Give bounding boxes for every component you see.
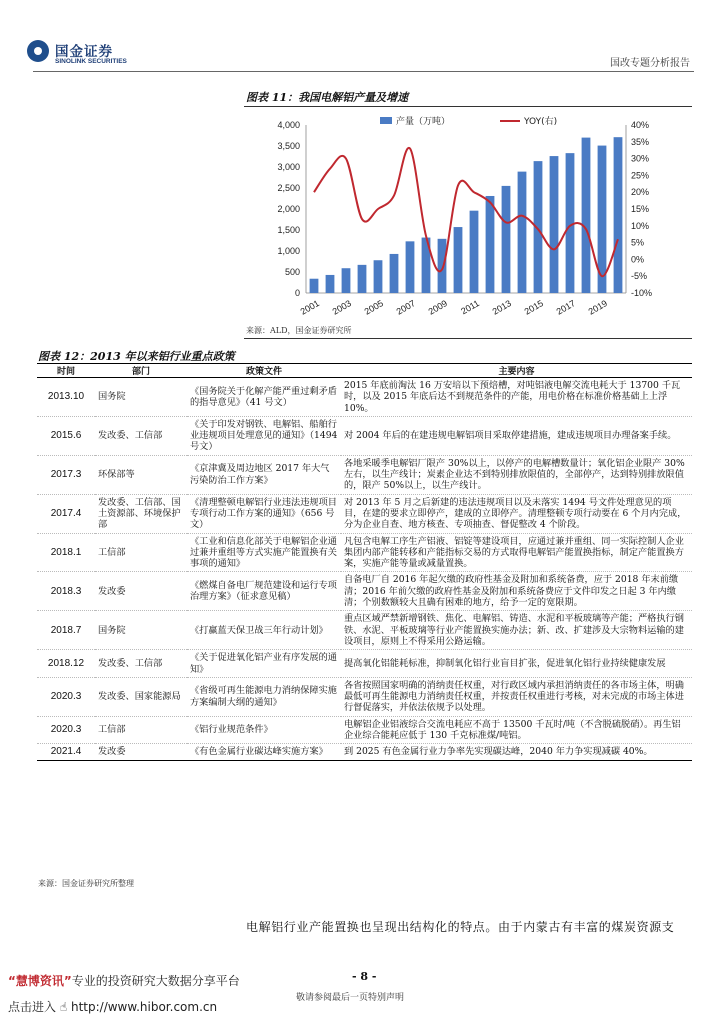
table-row bbox=[37, 455, 692, 494]
bar-production bbox=[390, 254, 399, 293]
header-divider bbox=[33, 71, 694, 72]
cell-content: 到 2025 有色金属行业力争率先实现碳达峰，2040 年力争实现减碳 40%。 bbox=[341, 744, 692, 760]
cell-dept: 国务院 bbox=[95, 611, 187, 650]
table-row bbox=[37, 650, 692, 678]
cell-content: 各地采暖季电解铝厂限产 30%以上，以停产的电解槽数量计；氧化铝企业限产 30%左右，以生产线计；炭素企业达不到特别排放限值的，全部停产，达到特别排放限值的，限产 50%以上，以生产线计。 bbox=[341, 455, 692, 494]
figure-11-source: 来源：ALD，国金证券研究所 bbox=[246, 326, 352, 335]
x-tick-label: 2019 bbox=[586, 298, 609, 317]
table-row bbox=[37, 494, 692, 533]
cell-dept: 工信部 bbox=[95, 533, 187, 572]
cell-content: 对 2004 年后的在建违规电解铝项目采取停建措施，建成违规项目办理备案手续。 bbox=[341, 416, 692, 455]
cell-doc: 《燃煤自备电厂规范建设和运行专项治理方案》（征求意见稿） bbox=[187, 572, 341, 611]
y-right-tick-label: 15% bbox=[631, 204, 650, 214]
x-tick-label: 2017 bbox=[554, 298, 577, 317]
cursor-icon: ☝ bbox=[59, 1000, 68, 1014]
figure-12-title: 图表 12：2013 年以来铝行业重点政策 bbox=[38, 350, 235, 363]
figure-11-title: 图表 11：我国电解铝产量及增速 bbox=[246, 91, 409, 104]
cell-time: 2017.3 bbox=[37, 455, 95, 494]
y-left-tick-label: 3,000 bbox=[277, 162, 300, 172]
cell-doc: 《清理整顿电解铝行业违法违规项目专项行动工作方案的通知》（656 号文） bbox=[187, 494, 341, 533]
y-left-tick-label: 500 bbox=[284, 267, 300, 277]
cell-doc: 《京津冀及周边地区 2017 年大气污染防治工作方案》 bbox=[187, 455, 341, 494]
footer-slogan bbox=[8, 972, 240, 989]
table-row bbox=[37, 533, 692, 572]
cell-time: 2021.4 bbox=[37, 744, 95, 760]
cell-dept: 发改委、国家能源局 bbox=[95, 677, 187, 716]
bar-production bbox=[582, 138, 591, 293]
y-left-tick-label: 0 bbox=[294, 288, 300, 298]
cell-dept: 发改委、工信部 bbox=[95, 650, 187, 678]
header-doc: 政策文件 bbox=[187, 364, 341, 378]
x-tick-label: 2007 bbox=[394, 298, 417, 317]
bar-production bbox=[502, 186, 511, 293]
cell-content: 电解铝企业铝液综合交流电耗应不高于 13500 千瓦时/吨（不含脱硫脱硝）。再生铝企业综合能耗应低于 130 千克标准煤/吨铝。 bbox=[341, 716, 692, 744]
cell-dept: 工信部 bbox=[95, 716, 187, 744]
cell-time: 2018.12 bbox=[37, 650, 95, 678]
figure-11-bottom-rule bbox=[244, 338, 692, 339]
y-right-tick-label: -10% bbox=[631, 288, 653, 298]
cell-time: 2018.3 bbox=[37, 572, 95, 611]
x-tick-label: 2001 bbox=[298, 298, 321, 317]
bar-production bbox=[438, 239, 447, 293]
x-tick-label: 2005 bbox=[362, 298, 385, 317]
header-dept: 部门 bbox=[95, 364, 187, 378]
cell-time: 2018.7 bbox=[37, 611, 95, 650]
bar-production bbox=[550, 156, 559, 293]
cell-dept: 国务院 bbox=[95, 378, 187, 417]
brand-name-cn: 国金证券 bbox=[55, 44, 113, 60]
cell-time: 2015.6 bbox=[37, 416, 95, 455]
cell-time: 2013.10 bbox=[37, 378, 95, 417]
cell-doc: 《关于促进氧化铝产业有序发展的通知》 bbox=[187, 650, 341, 678]
table-row bbox=[37, 611, 692, 650]
header-content: 主要内容 bbox=[341, 364, 692, 378]
footer-slogan-text: 专业的投资研究大数据分享平台 bbox=[71, 974, 240, 988]
cell-time: 2020.3 bbox=[37, 716, 95, 744]
y-left-tick-label: 3,500 bbox=[277, 141, 300, 151]
cell-doc: 《国务院关于化解产能严重过剩矛盾的指导意见》（41 号文） bbox=[187, 378, 341, 417]
x-tick-label: 2011 bbox=[459, 298, 481, 317]
x-tick-label: 2013 bbox=[490, 298, 513, 317]
bar-production bbox=[486, 196, 495, 293]
cell-content: 提高氧化铝能耗标准，抑制氧化铝行业盲目扩张，促进氧化铝行业持续健康发展 bbox=[341, 650, 692, 678]
bar-production bbox=[374, 260, 383, 293]
report-type-label: 国改专题分析报告 bbox=[610, 58, 690, 69]
bar-production bbox=[310, 279, 319, 293]
y-right-tick-label: 25% bbox=[631, 170, 650, 181]
y-right-tick-label: 40% bbox=[631, 120, 650, 130]
cell-doc: 《省级可再生能源电力消纳保障实施方案编制大纲的通知》 bbox=[187, 677, 341, 716]
bar-production bbox=[470, 211, 479, 293]
x-tick-label: 2003 bbox=[330, 298, 353, 317]
footer-link-line bbox=[8, 998, 217, 1015]
bar-production bbox=[358, 265, 367, 293]
legend-label-production: 产量（万吨） bbox=[396, 117, 451, 127]
cell-content: 各省按照国家明确的消纳责任权重，对行政区域内承担消纳责任的各市场主体，明确最低可再生能源电力消纳责任权重，并按责任权重进行考核，对未完成的市场主体进行督促落实，并依法依规予以处理。 bbox=[341, 677, 692, 716]
y-right-tick-label: 5% bbox=[631, 237, 645, 248]
cell-content: 对 2013 年 5 月之后新建的违法违规项目以及未落实 1494 号文件处理意见的项目，在建的要求立即停产，建成的立即停产。清理整顿专项行动要在 6 个月内完成，分为企业自查、地方核查、专项抽查、督促整改 4 个阶段。 bbox=[341, 494, 692, 533]
table-row bbox=[37, 744, 692, 760]
figure-12-source: 来源：国金证券研究所整理 bbox=[38, 879, 134, 888]
y-left-tick-label: 2,000 bbox=[277, 204, 300, 214]
company-logo-icon bbox=[27, 40, 49, 62]
y-left-tick-label: 4,000 bbox=[277, 120, 300, 130]
x-tick-label: 2015 bbox=[522, 298, 545, 317]
y-right-tick-label: 30% bbox=[631, 153, 650, 164]
cell-content: 自备电厂自 2016 年起欠缴的政府性基金及附加和系统备费，应于 2018 年末前缴清；2016 年前欠缴的政府性基金及附加和系统备费应于文件印发之日起 3 年内缴清；个别数额较大且确有困难的地方，给予一定的宽限期。 bbox=[341, 572, 692, 611]
footer-url-link[interactable]: http://www.hibor.com.cn bbox=[70, 1000, 218, 1014]
body-paragraph: 电解铝行业产能置换也呈现出结构化的特点。由于内蒙古有丰富的煤炭资源支 bbox=[246, 920, 675, 934]
cell-doc: 《打赢蓝天保卫战三年行动计划》 bbox=[187, 611, 341, 650]
legend-swatch-production bbox=[380, 117, 392, 124]
cell-dept: 发改委 bbox=[95, 744, 187, 760]
cell-doc: 《铝行业规范条件》 bbox=[187, 716, 341, 744]
cell-time: 2017.4 bbox=[37, 494, 95, 533]
table-row bbox=[37, 716, 692, 744]
table-row bbox=[37, 378, 692, 417]
table-row bbox=[37, 416, 692, 455]
cell-content: 2015 年底前淘汰 16 万安培以下预焙槽，对吨铝液电解交流电耗大于 13700 千瓦时，以及 2015 年底后达不到规范条件的产能，用电价格在标准价格基础上上浮 10%。 bbox=[341, 378, 692, 417]
policy-table bbox=[37, 363, 692, 761]
y-left-tick-label: 2,500 bbox=[277, 183, 300, 193]
brand-name-en: SINOLINK SECURITIES bbox=[55, 58, 127, 65]
bar-production bbox=[326, 275, 335, 293]
page-number: - 8 - bbox=[352, 970, 377, 983]
cell-doc: 《关于印发对钢铁、电解铝、船舶行业违规项目处理意见的通知》（1494 号文） bbox=[187, 416, 341, 455]
bar-production bbox=[518, 172, 527, 293]
y-left-tick-label: 1,000 bbox=[277, 246, 300, 256]
table-header-row bbox=[37, 364, 692, 378]
cell-time: 2018.1 bbox=[37, 533, 95, 572]
footer-link-prefix: 点击进入 bbox=[8, 1000, 57, 1014]
table-row bbox=[37, 572, 692, 611]
cell-dept: 发改委、工信部、国土资源部、环境保护部 bbox=[95, 494, 187, 533]
bar-production bbox=[342, 268, 351, 293]
cell-dept: 发改委 bbox=[95, 572, 187, 611]
cell-doc: 《工业和信息化部关于电解铝企业通过兼并重组等方式实施产能置换有关事项的通知》 bbox=[187, 533, 341, 572]
y-right-tick-label: -5% bbox=[631, 271, 648, 282]
table-row bbox=[37, 677, 692, 716]
cell-dept: 环保部等 bbox=[95, 455, 187, 494]
y-right-tick-label: 35% bbox=[631, 136, 650, 147]
footer-slogan-brand: “慧博资讯” bbox=[8, 974, 72, 988]
header-time: 时间 bbox=[37, 364, 95, 378]
cell-time: 2020.3 bbox=[37, 677, 95, 716]
disclaimer-note: 敬请参阅最后一页特别声明 bbox=[296, 993, 405, 1003]
legend-label-yoy: YOY(右) bbox=[524, 117, 558, 127]
y-right-tick-label: 10% bbox=[631, 220, 650, 231]
y-right-tick-label: 20% bbox=[631, 187, 650, 198]
cell-content: 重点区域严禁新增钢铁、焦化、电解铝、铸造、水泥和平板玻璃等产能；严格执行钢铁、水泥、平板玻璃等行业产能置换实施办法；新、改、扩建涉及大宗物料运输的建设项目，原则上不得采用公路运输。 bbox=[341, 611, 692, 650]
figure-11-top-rule bbox=[244, 106, 692, 107]
y-left-tick-label: 1,500 bbox=[277, 225, 300, 235]
cell-content: 凡包含电解工序生产铝液、铝锭等建设项目，应通过兼并重组、同一实际控制人企业集团内部产能转移和产能指标交易的方式取得电解铝产能置换指标，制定产能置换方案，实施产能等量或减量置换。 bbox=[341, 533, 692, 572]
cell-dept: 发改委、工信部 bbox=[95, 416, 187, 455]
bar-production bbox=[406, 241, 415, 293]
bar-production bbox=[614, 137, 623, 293]
cell-doc: 《有色金属行业碳达峰实施方案》 bbox=[187, 744, 341, 760]
x-tick-label: 2009 bbox=[426, 298, 449, 317]
y-right-tick-label: 0% bbox=[631, 254, 645, 265]
bar-production bbox=[454, 227, 463, 293]
production-chart bbox=[244, 109, 692, 323]
